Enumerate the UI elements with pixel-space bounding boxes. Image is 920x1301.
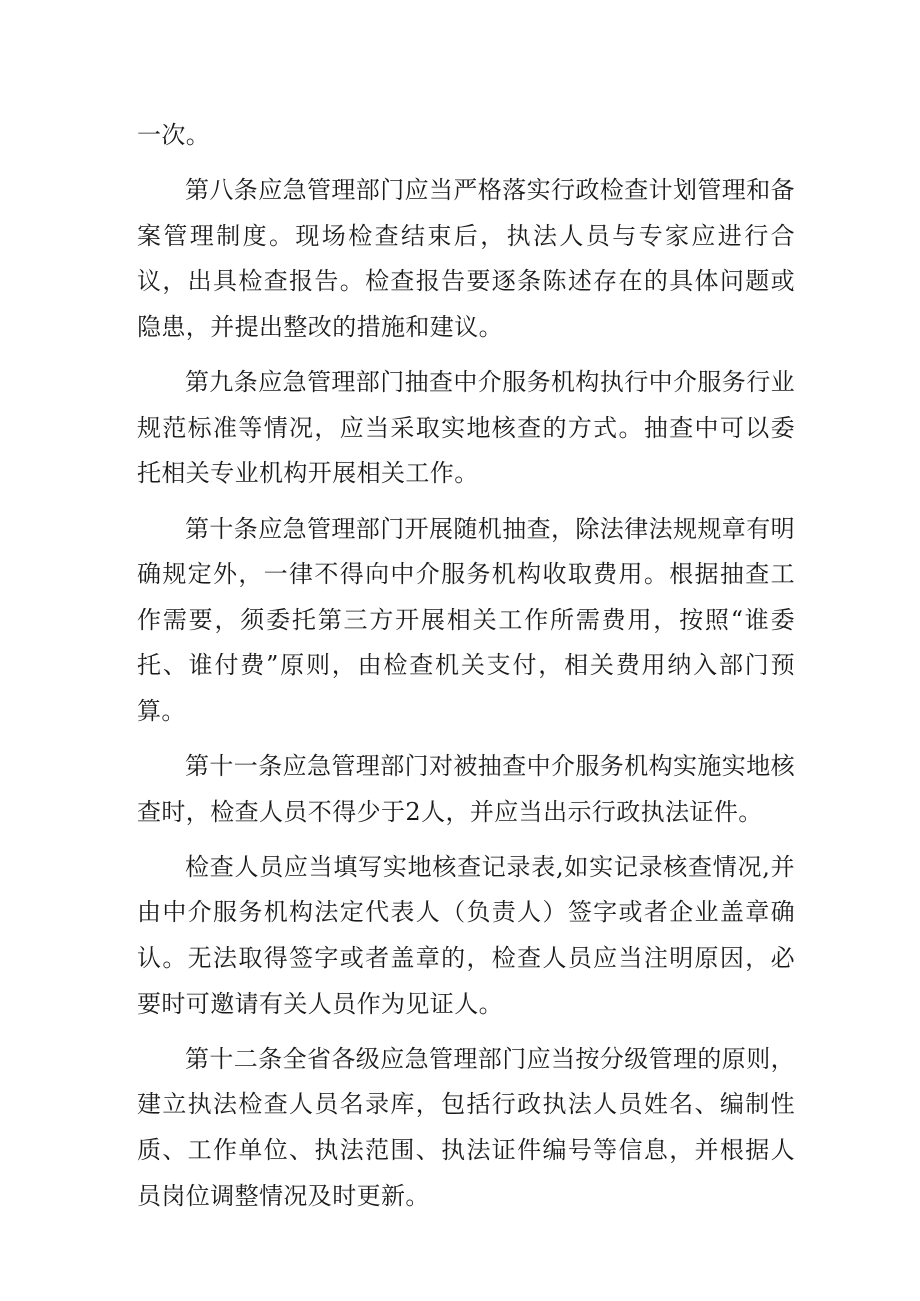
- paragraph-continuation: 一次。: [137, 121, 211, 149]
- paragraph-article-8: 第八条应急管理部门应当严格落实行政检查计划管理和备案管理制度。现场检查结束后，执法人员与专家应进行合议，出具检查报告。检查报告要逐条陈述存在的具体问题或隐患，并提出整改的措施和建议。: [137, 176, 795, 341]
- paragraph-inspection-record: 检查人员应当填写实地核查记录表,如实记录核查情况,并由中介服务机构法定代表人（负责人）签字或者企业盖章确认。无法取得签字或者盖章的，检查人员应当注明原因，必要时可邀请有关人员作为见证人。: [137, 852, 795, 1018]
- paragraph-article-9: 第九条应急管理部门抽查中介服务机构执行中介服务行业规范标准等情况，应当采取实地核查的方式。抽查中可以委托相关专业机构开展相关工作。: [137, 368, 795, 488]
- paragraph-article-11: 第十一条应急管理部门对被抽查中介服务机构实施实地核查时，检查人员不得少于2人，并应当出示行政执法证件。: [137, 752, 795, 826]
- paragraph-article-12: 第十二条全省各级应急管理部门应当按分级管理的原则，建立执法检查人员名录库，包括行政执法人员姓名、编制性质、工作单位、执法范围、执法证件编号等信息，并根据人员岗位调整情况及时更新。: [137, 1044, 795, 1210]
- paragraph-article-10: 第十条应急管理部门开展随机抽查，除法律法规规章有明确规定外，一律不得向中介服务机构收取费用。根据抽查工作需要，须委托第三方开展相关工作所需费用，按照“谁委托、谁付费”原则，由检查机关支付，相关费用纳入部门预算。: [137, 514, 795, 725]
- document-body: [137, 113, 795, 1229]
